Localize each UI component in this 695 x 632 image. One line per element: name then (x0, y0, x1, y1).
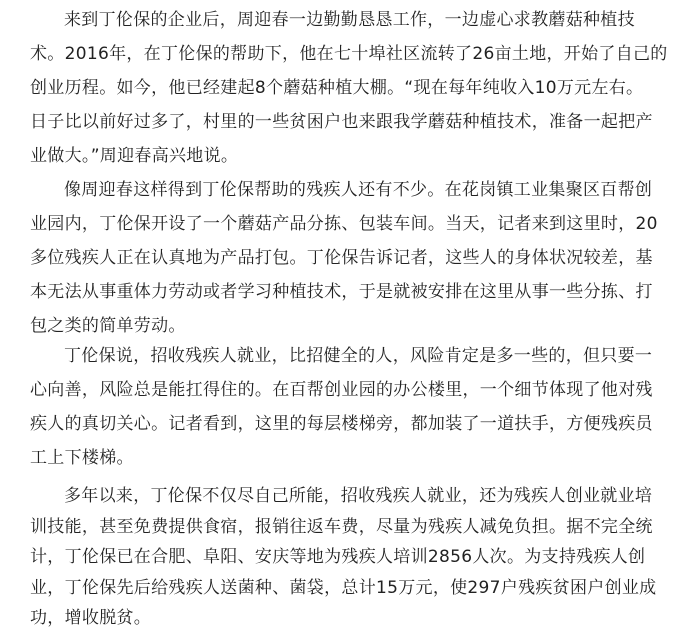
paragraph-line: 训技能，甚至免费提供食宿，报销往返车费，尽量为残疾人减免负担。据不完全统 (30, 516, 653, 537)
paragraph-line: 多年以来，丁伦保不仅尽自己所能，招收残疾人就业，还为残疾人创业就业培 (64, 486, 653, 506)
paragraph-line: 业做大。”周迎春高兴地说。 (30, 146, 239, 166)
paragraph-line: 日子比以前好过多了，村里的一些贫困户也来跟我学蘑菇种植技术，准备一起把产 (30, 112, 653, 132)
paragraph-line: 业园内，丁伦保开设了一个蘑菇产品分拣、包装车间。当天，记者来到这里时，20 (30, 214, 658, 234)
paragraph-line: 多位残疾人正在认真地为产品打包。丁伦保告诉记者，这些人的身体状况较差，基 (30, 248, 653, 268)
paragraph-line: 来到丁伦保的企业后，周迎春一边勤勤恳恳工作，一边虚心求教蘑菇种植技 (64, 10, 635, 30)
paragraph-line: 疾人的真切关心。记者看到，这里的每层楼梯旁，都加装了一道扶手，方便残疾员 (30, 414, 653, 434)
paragraph-line: 包之类的简单劳动。 (30, 316, 186, 336)
paragraph-line: 创业历程。如今，他已经建起8个蘑菇种植大棚。“现在每年纯收入10万元左右。 (30, 78, 644, 98)
paragraph-line: 心向善，风险总是能扛得住的。在百帮创业园的办公楼里，一个细节体现了他对残 (30, 380, 653, 400)
paragraph-line: 工上下楼梯。 (30, 448, 134, 468)
paragraph-line: 业，丁伦保先后给残疾人送菌种、菌袋，总计15万元，使297户残疾贫困户创业成 (30, 577, 657, 598)
paragraph-line: 像周迎春这样得到丁伦保帮助的残疾人还有不少。在花岗镇工业集聚区百帮创 (64, 180, 653, 200)
paragraph-line: 丁伦保说，招收残疾人就业，比招健全的人，风险肯定是多一些的，但只要一 (64, 346, 653, 366)
paragraph-line: 本无法从事重体力劳动或者学习种植技术，于是就被安排在这里从事一些分拣、打 (30, 282, 653, 302)
paragraph-line: 功，增收脱贫。 (30, 608, 152, 628)
paragraph-line: 计，丁伦保已在合肥、阜阳、安庆等地为残疾人培训2856人次。为支持残疾人创 (30, 547, 646, 567)
paragraph-line: 术。2016年，在丁伦保的帮助下，他在七十埠社区流转了26亩土地，开始了自己的 (30, 44, 668, 64)
